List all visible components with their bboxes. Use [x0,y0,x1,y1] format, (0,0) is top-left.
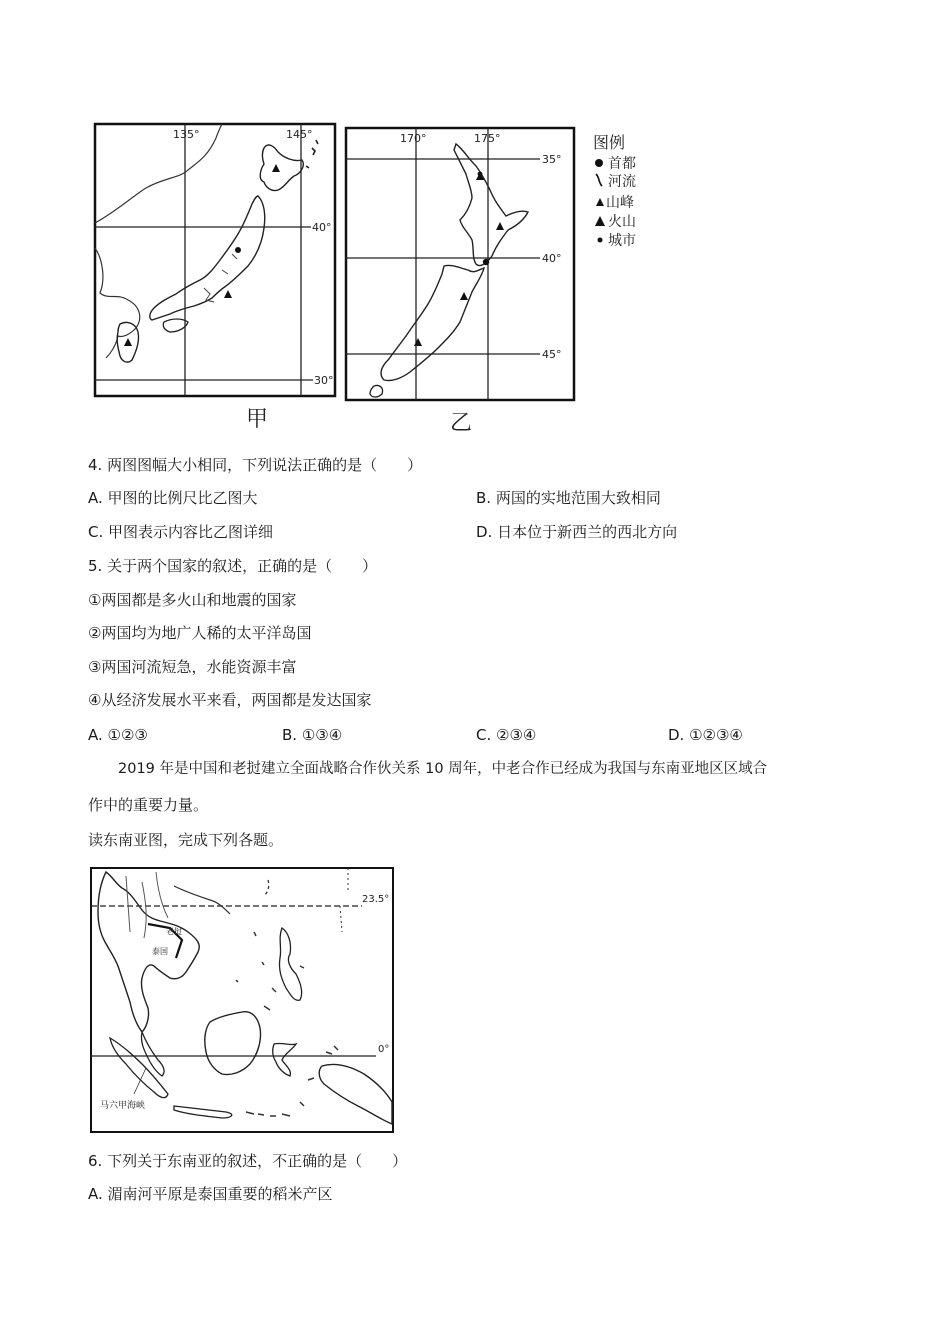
q5-option-a[interactable]: A. ①②③ [88,726,148,744]
sea-tropic-label: 23.5° [362,894,390,905]
nz-lat-label-1: 35° [542,153,562,166]
q4-option-b[interactable]: B. 两国的实地范围大致相同 [476,489,661,507]
japan-lat-label-2: 30° [314,374,334,387]
legend-item-capital: 首都 [608,156,636,172]
legend-item-river: 河流 [608,174,636,190]
q5-statement-4: ④从经济发展水平来看，两国都是发达国家 [88,691,372,709]
river-line-icon [596,174,602,186]
japan-lon-label-2: 145° [286,128,313,141]
capital-dot-icon [595,159,603,167]
volcano-triangle-icon [595,216,605,226]
new-guinea-outline [319,1064,392,1124]
borneo-outline [205,1012,261,1075]
newzealand-map-frame [346,128,574,400]
passage-line-1: 2019 年是中国和老挝建立全面战略合作伙关系 10 周年，中老合作已经成为我国与东南亚地区区域合 [118,761,768,777]
honshu-outline [150,196,265,320]
q5-option-c[interactable]: C. ②③④ [476,726,537,744]
q5-option-b[interactable]: B. ①③④ [282,726,343,744]
passage-instruction: 读东南亚图，完成下列各题。 [88,831,284,849]
legend-item-peak: 山峰 [606,195,634,211]
philippines-outline [279,928,301,1000]
nz-lat-label-3: 45° [542,348,562,361]
north-island-outline [454,144,528,266]
japan-lat-label-1: 40° [312,221,332,234]
japan-map-frame [95,124,335,396]
q4-option-c[interactable]: C. 甲图表示内容比乙图详细 [88,523,274,541]
nz-map-caption: 乙 [450,411,473,436]
japan-lon-label-1: 135° [173,128,200,141]
q4-option-a[interactable]: A. 甲图的比例尺比乙图大 [88,489,258,507]
map-legend [593,133,636,249]
label-laos: 老挝 [166,927,182,936]
q5-statement-3: ③两国河流短急，水能资源丰富 [88,658,297,676]
q6-option-a[interactable]: A. 湄南河平原是泰国重要的稻米产区 [88,1185,333,1203]
legend-item-city: 城市 [608,233,636,249]
stewart-island-outline [370,385,383,397]
java-outline [174,1106,232,1118]
newzealand-map [346,128,574,436]
map-figure-southeast-asia [86,862,398,1136]
q4-option-d[interactable]: D. 日本位于新西兰的西北方向 [476,523,678,541]
legend-title: 图例 [593,133,626,152]
shikoku-outline [163,319,188,332]
sumatra-outline [110,1038,168,1098]
passage-line-2: 作中的重要力量。 [88,796,209,814]
q6-stem: 6. 下列关于东南亚的叙述，不正确的是（ ） [88,1152,408,1170]
q5-statement-1: ①两国都是多火山和地震的国家 [88,591,297,609]
city-dot-icon [598,238,603,243]
label-thailand: 泰国 [152,947,168,956]
q5-stem: 5. 关于两个国家的叙述，正确的是（ ） [88,557,378,575]
malay-peninsula-outline [141,1032,164,1076]
label-malacca-strait: 马六甲海峡 [100,1101,146,1111]
indochina-outline [98,872,199,1032]
japan-map-caption: 甲 [246,407,269,432]
nz-lon-label-1: 170° [400,132,427,145]
map-figure-japan-newzealand [88,118,663,438]
legend-item-volcano: 火山 [608,214,636,230]
sea-equator-label: 0° [378,1044,390,1055]
q4-stem: 4. 两图图幅大小相同，下列说法正确的是（ ） [88,456,423,474]
peak-triangle-icon [596,198,604,206]
hokkaido-outline [260,145,303,190]
nz-lon-label-2: 175° [474,132,501,145]
south-island-outline [381,265,484,380]
q5-option-d[interactable]: D. ①②③④ [668,726,743,744]
japan-map [95,124,335,432]
nz-lat-label-2: 40° [542,252,562,265]
sea-map-frame [91,868,393,1132]
q5-statement-2: ②两国均为地广人稀的太平洋岛国 [88,624,312,642]
sulawesi-outline [273,1043,296,1076]
